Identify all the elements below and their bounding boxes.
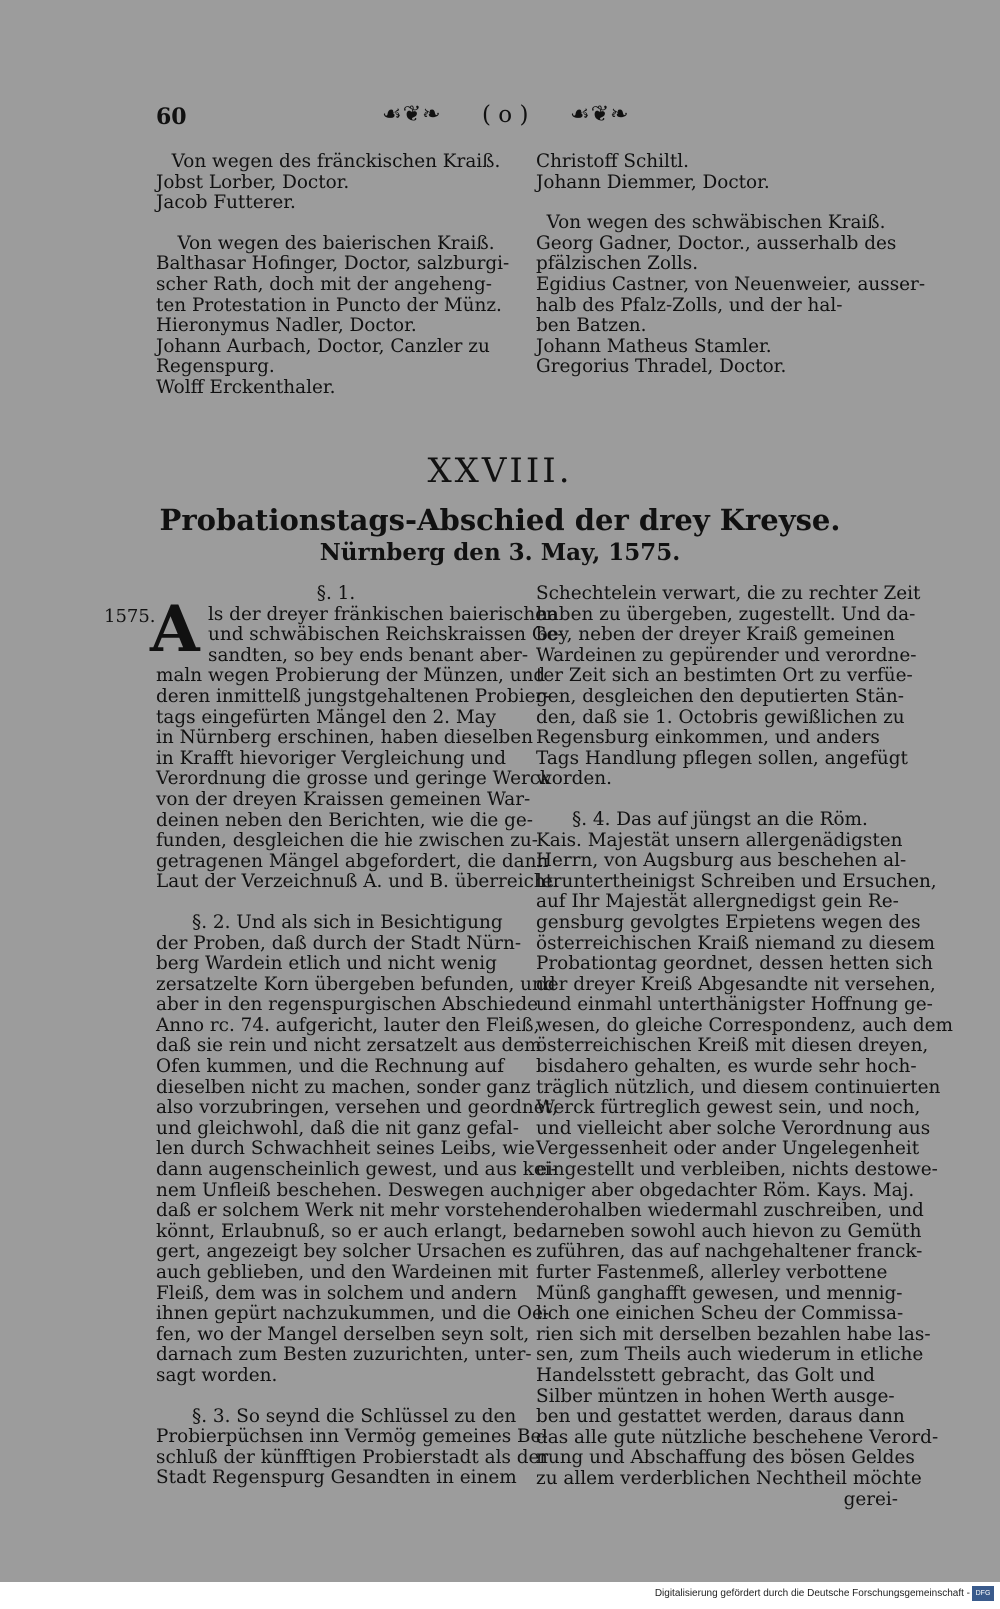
text-line: und schwäbischen Reichskraissen Ge-	[208, 624, 564, 646]
text-line: Handelsstett gebracht, das Golt und	[536, 1364, 875, 1386]
text-line: ls der dreyer fränkischen baierischen	[208, 603, 558, 625]
text-line: Hieronymus Nadler, Doctor.	[156, 315, 417, 337]
document-title: Probationstags-Abschied der drey Kreyse.	[159, 503, 841, 537]
signatories-right	[536, 151, 926, 378]
text-line: Johann Aurbach, Doctor, Canzler zu	[156, 335, 490, 357]
text-line: niger aber obgedachter Röm. Kays. Maj.	[536, 1179, 915, 1201]
text-line: und gleichwohl, daß die nit ganz gefal-	[156, 1117, 519, 1139]
text-line: daß sie rein und nicht zersatzelt aus dem	[156, 1035, 542, 1057]
text-line: maln wegen Probierung der Münzen, und	[156, 665, 546, 687]
text-line: gen, desgleichen den deputierten Stän-	[536, 685, 904, 707]
text-line: zuführen, das auf nachgehaltener franck-	[536, 1241, 923, 1263]
paragraph-gap	[536, 193, 896, 213]
text-line: sen, zum Theils auch wiederum in etliche	[536, 1344, 924, 1366]
text-line: Egidius Castner, von Neuenweier, ausser-	[536, 273, 926, 295]
text-line: österreichischen Kraiß niemand zu diesem	[536, 932, 935, 954]
text-line: österreichischen Kreiß mit diesen dreyen,	[536, 1035, 929, 1057]
text-line: len durch Schwachheit seines Leibs, wie	[156, 1138, 535, 1160]
text-line: deinen neben den Berichten, wie die ge-	[156, 809, 534, 831]
text-line: Silber müntzen in hohen Werth ausge-	[536, 1385, 895, 1407]
text-line: Vergessenheit oder ander Ungelegenheit	[536, 1138, 920, 1160]
text-line: derohalben wiedermahl zuschreiben, und	[536, 1200, 924, 1222]
body-column-left	[156, 583, 564, 1489]
text-line: darneben sowohl auch hievon zu Gemüth	[536, 1220, 922, 1242]
text-line: ter Zeit sich an bestimten Ort zu verfüe-	[536, 665, 913, 687]
text-line: lich one einichen Scheu der Commissa-	[536, 1303, 904, 1325]
text-line: bisdahero gehalten, es wurde sehr hoch-	[536, 1056, 917, 1078]
text-line: furter Fastenmeß, allerley verbottene	[536, 1262, 888, 1283]
text-line: sandten, so bey ends benant aber-	[208, 644, 529, 666]
text-line: ten Protestation in Puncto der Münz.	[156, 294, 502, 316]
text-line: also vorzubringen, versehen und geordnet,	[156, 1097, 558, 1119]
text-line: und vielleicht aber solche Verordnung aus	[536, 1117, 931, 1139]
text-line: ihnen gepürt nachzukummen, und die Oe-	[156, 1303, 550, 1325]
text-line: dieselben nicht zu machen, sonder ganz	[156, 1076, 531, 1098]
paragraph-gap	[536, 790, 898, 810]
text-line: zersatzelte Korn übergeben befunden, und	[156, 973, 556, 995]
text-line: zu allem verderblichen Nechtheil möchte	[536, 1467, 922, 1489]
text-line: von der dreyen Kraissen gemeinen War-	[156, 788, 531, 810]
text-line: wesen, do gleiche Correspondenz, auch dem	[536, 1014, 953, 1036]
text-line: Probationtag geordnet, dessen hetten sich	[536, 953, 933, 975]
text-line: haben zu übergeben, zugestellt. Und da-	[536, 603, 916, 625]
text-line: rien sich mit derselben bezahlen habe las-	[536, 1323, 931, 1345]
text-line: und einmahl unterthänigster Hoffnung ge-	[536, 994, 933, 1016]
paragraph-gap	[156, 893, 516, 913]
text-line: leruntertheinigst Schreiben und Ersuchen,	[536, 870, 937, 892]
text-line: Probierpüchsen inn Vermög gemeines Be-	[156, 1426, 548, 1448]
text-line: Balthasar Hofinger, Doctor, salzburgi-	[156, 253, 510, 275]
ornament-left: ☙❦❧	[382, 102, 442, 127]
text-line: Jacob Futterer.	[156, 192, 296, 214]
text-line: könnt, Erlaubnuß, so er auch erlangt, be-	[156, 1220, 543, 1242]
text-line: Münß ganghafft gewesen, und mennig-	[536, 1282, 903, 1304]
text-line: Johann Diemmer, Doctor.	[536, 171, 770, 193]
section-heading: §. 1.	[316, 583, 356, 604]
document-date: Nürnberg den 3. May, 1575.	[319, 539, 681, 566]
text-line: Johann Matheus Stamler.	[536, 335, 772, 357]
text-line: Regensburg einkommen, und anders	[536, 727, 880, 749]
text-line: gerei-	[843, 1488, 898, 1510]
text-line: Wardeinen zu gepürender und verordne-	[536, 644, 917, 666]
signatories-left	[156, 152, 516, 399]
text-line: Stadt Regenspurg Gesandten in einem	[156, 1467, 517, 1489]
text-line: den, daß sie 1. Octobris gewißlichen zu	[536, 706, 905, 728]
text-line: das alle gute nützliche beschehene Verord-	[536, 1426, 939, 1448]
text-line: in Nürnberg erschinen, haben dieselben	[156, 727, 534, 749]
text-line: ben Batzen.	[536, 315, 647, 337]
text-line: schluß der künfftigen Probierstadt als der	[156, 1446, 549, 1468]
text-line: Georg Gadner, Doctor., ausserhalb des	[536, 232, 897, 254]
text-line: der dreyer Kreiß Abgesandte nit versehen,	[536, 973, 936, 995]
text-line: funden, desgleichen die hie zwischen zu-	[156, 830, 538, 852]
text-line: Wolff Erckenthaler.	[156, 376, 336, 398]
text-line: in Krafft hievoriger Vergleichung und	[156, 747, 507, 769]
text-line: auf Ihr Majestät allergnedigst gein Re-	[536, 891, 899, 913]
text-line: Regenspurg.	[156, 356, 275, 378]
section-heading: Von wegen des baierischen Kraiß.	[177, 232, 495, 254]
text-line: tags eingefürten Mängel den 2. May	[156, 706, 497, 728]
header-center: ( o )	[482, 102, 529, 128]
text-line: berg Wardein etlich und nicht wenig	[156, 953, 497, 975]
text-line: Verordnung die grosse und geringe Werck	[156, 768, 552, 790]
text-line: bey, neben der dreyer Kraiß gemeinen	[536, 624, 895, 646]
document-number: XXVIII.	[427, 451, 573, 491]
text-line: daß er solchem Werk nit mehr vorstehen	[156, 1200, 538, 1222]
text-line: Herrn, von Augsburg aus beschehen al-	[536, 850, 907, 872]
text-line: nung und Abschaffung des bösen Geldes	[536, 1447, 915, 1469]
page-number: 60	[156, 104, 187, 130]
paragraph-gap	[156, 214, 516, 234]
text-line: Anno rc. 74. aufgericht, lauter den Fleiß,	[156, 1014, 540, 1036]
text-line: Kais. Majestät unsern allergenädigsten	[536, 829, 903, 851]
text-line: worden.	[536, 768, 612, 790]
text-line: Werck fürtreglich gewest sein, und noch,	[536, 1097, 921, 1119]
text-line: Christoff Schiltl.	[536, 151, 690, 172]
text-line: deren inmittelß jungstgehaltenen Probier-	[156, 685, 551, 707]
ornament-right: ☙❦❧	[570, 102, 630, 127]
text-line: aber in den regenspurgischen Abschiede	[156, 994, 539, 1016]
text-line: Fleiß, dem was in solchem und andern	[156, 1282, 517, 1304]
section-heading: Von wegen des schwäbischen Kraiß.	[546, 212, 886, 234]
text-line: gert, angezeigt bey solcher Ursachen es	[156, 1241, 533, 1263]
body-column-right	[536, 583, 953, 1510]
dfg-logo-icon: DFG	[972, 1586, 994, 1601]
text-line: sagt worden.	[156, 1364, 278, 1386]
text-line: nem Unfleiß beschehen. Deswegen auch,	[156, 1179, 541, 1201]
text-line: Gregorius Thradel, Doctor.	[536, 356, 787, 378]
text-line: ben und gestattet werden, daraus dann	[536, 1406, 905, 1428]
text-line: auch geblieben, und den Wardeinen mit	[156, 1262, 529, 1283]
text-line: träglich nützlich, und diesem continuierten	[536, 1076, 941, 1098]
text-line: pfälzischen Zolls.	[536, 253, 699, 275]
text-line: der Proben, daß durch der Stadt Nürn-	[156, 932, 522, 954]
funding-note: Digitalisierung gefördert durch die Deutsche Forschungsgemeinschaft -	[654, 1588, 970, 1599]
text-line: §. 2. Und als sich in Besichtigung	[192, 911, 503, 933]
text-line: Tags Handlung pflegen sollen, angefügt	[536, 747, 908, 769]
text-line: fen, wo der Mangel derselben seyn solt,	[156, 1323, 530, 1345]
text-line: Laut der Verzeichnuß A. und B. überreicht.	[156, 871, 559, 893]
text-line: eingestellt und verbleiben, nichts destowe-	[536, 1159, 938, 1181]
margin-year: 1575.	[104, 606, 156, 627]
paragraph-gap	[156, 1387, 516, 1407]
section-heading: Von wegen des fränckischen Kraiß.	[171, 151, 501, 172]
text-line: dann augenscheinlich gewest, und aus kei-	[156, 1159, 557, 1181]
text-line: halb des Pfalz-Zolls, und der hal-	[536, 294, 843, 316]
text-line: Ofen kummen, und die Rechnung auf	[156, 1056, 505, 1078]
text-line: Jobst Lorber, Doctor.	[156, 171, 350, 193]
footer-bar	[0, 1582, 1000, 1609]
text-line: scher Rath, doch mit der angeheng-	[156, 273, 492, 295]
text-line: darnach zum Besten zuzurichten, unter-	[156, 1344, 532, 1366]
text-line: gensburg gevolgtes Erpietens wegen des	[536, 911, 921, 933]
text-line: §. 3. So seynd die Schlüssel zu den	[192, 1405, 517, 1427]
text-line: getragenen Mängel abgefordert, die dann	[156, 850, 549, 872]
drop-cap: A	[150, 592, 200, 667]
text-line: Schechtelein verwart, die zu rechter Zeit	[536, 583, 921, 604]
text-line: §. 4. Das auf jüngst an die Röm.	[572, 808, 868, 830]
